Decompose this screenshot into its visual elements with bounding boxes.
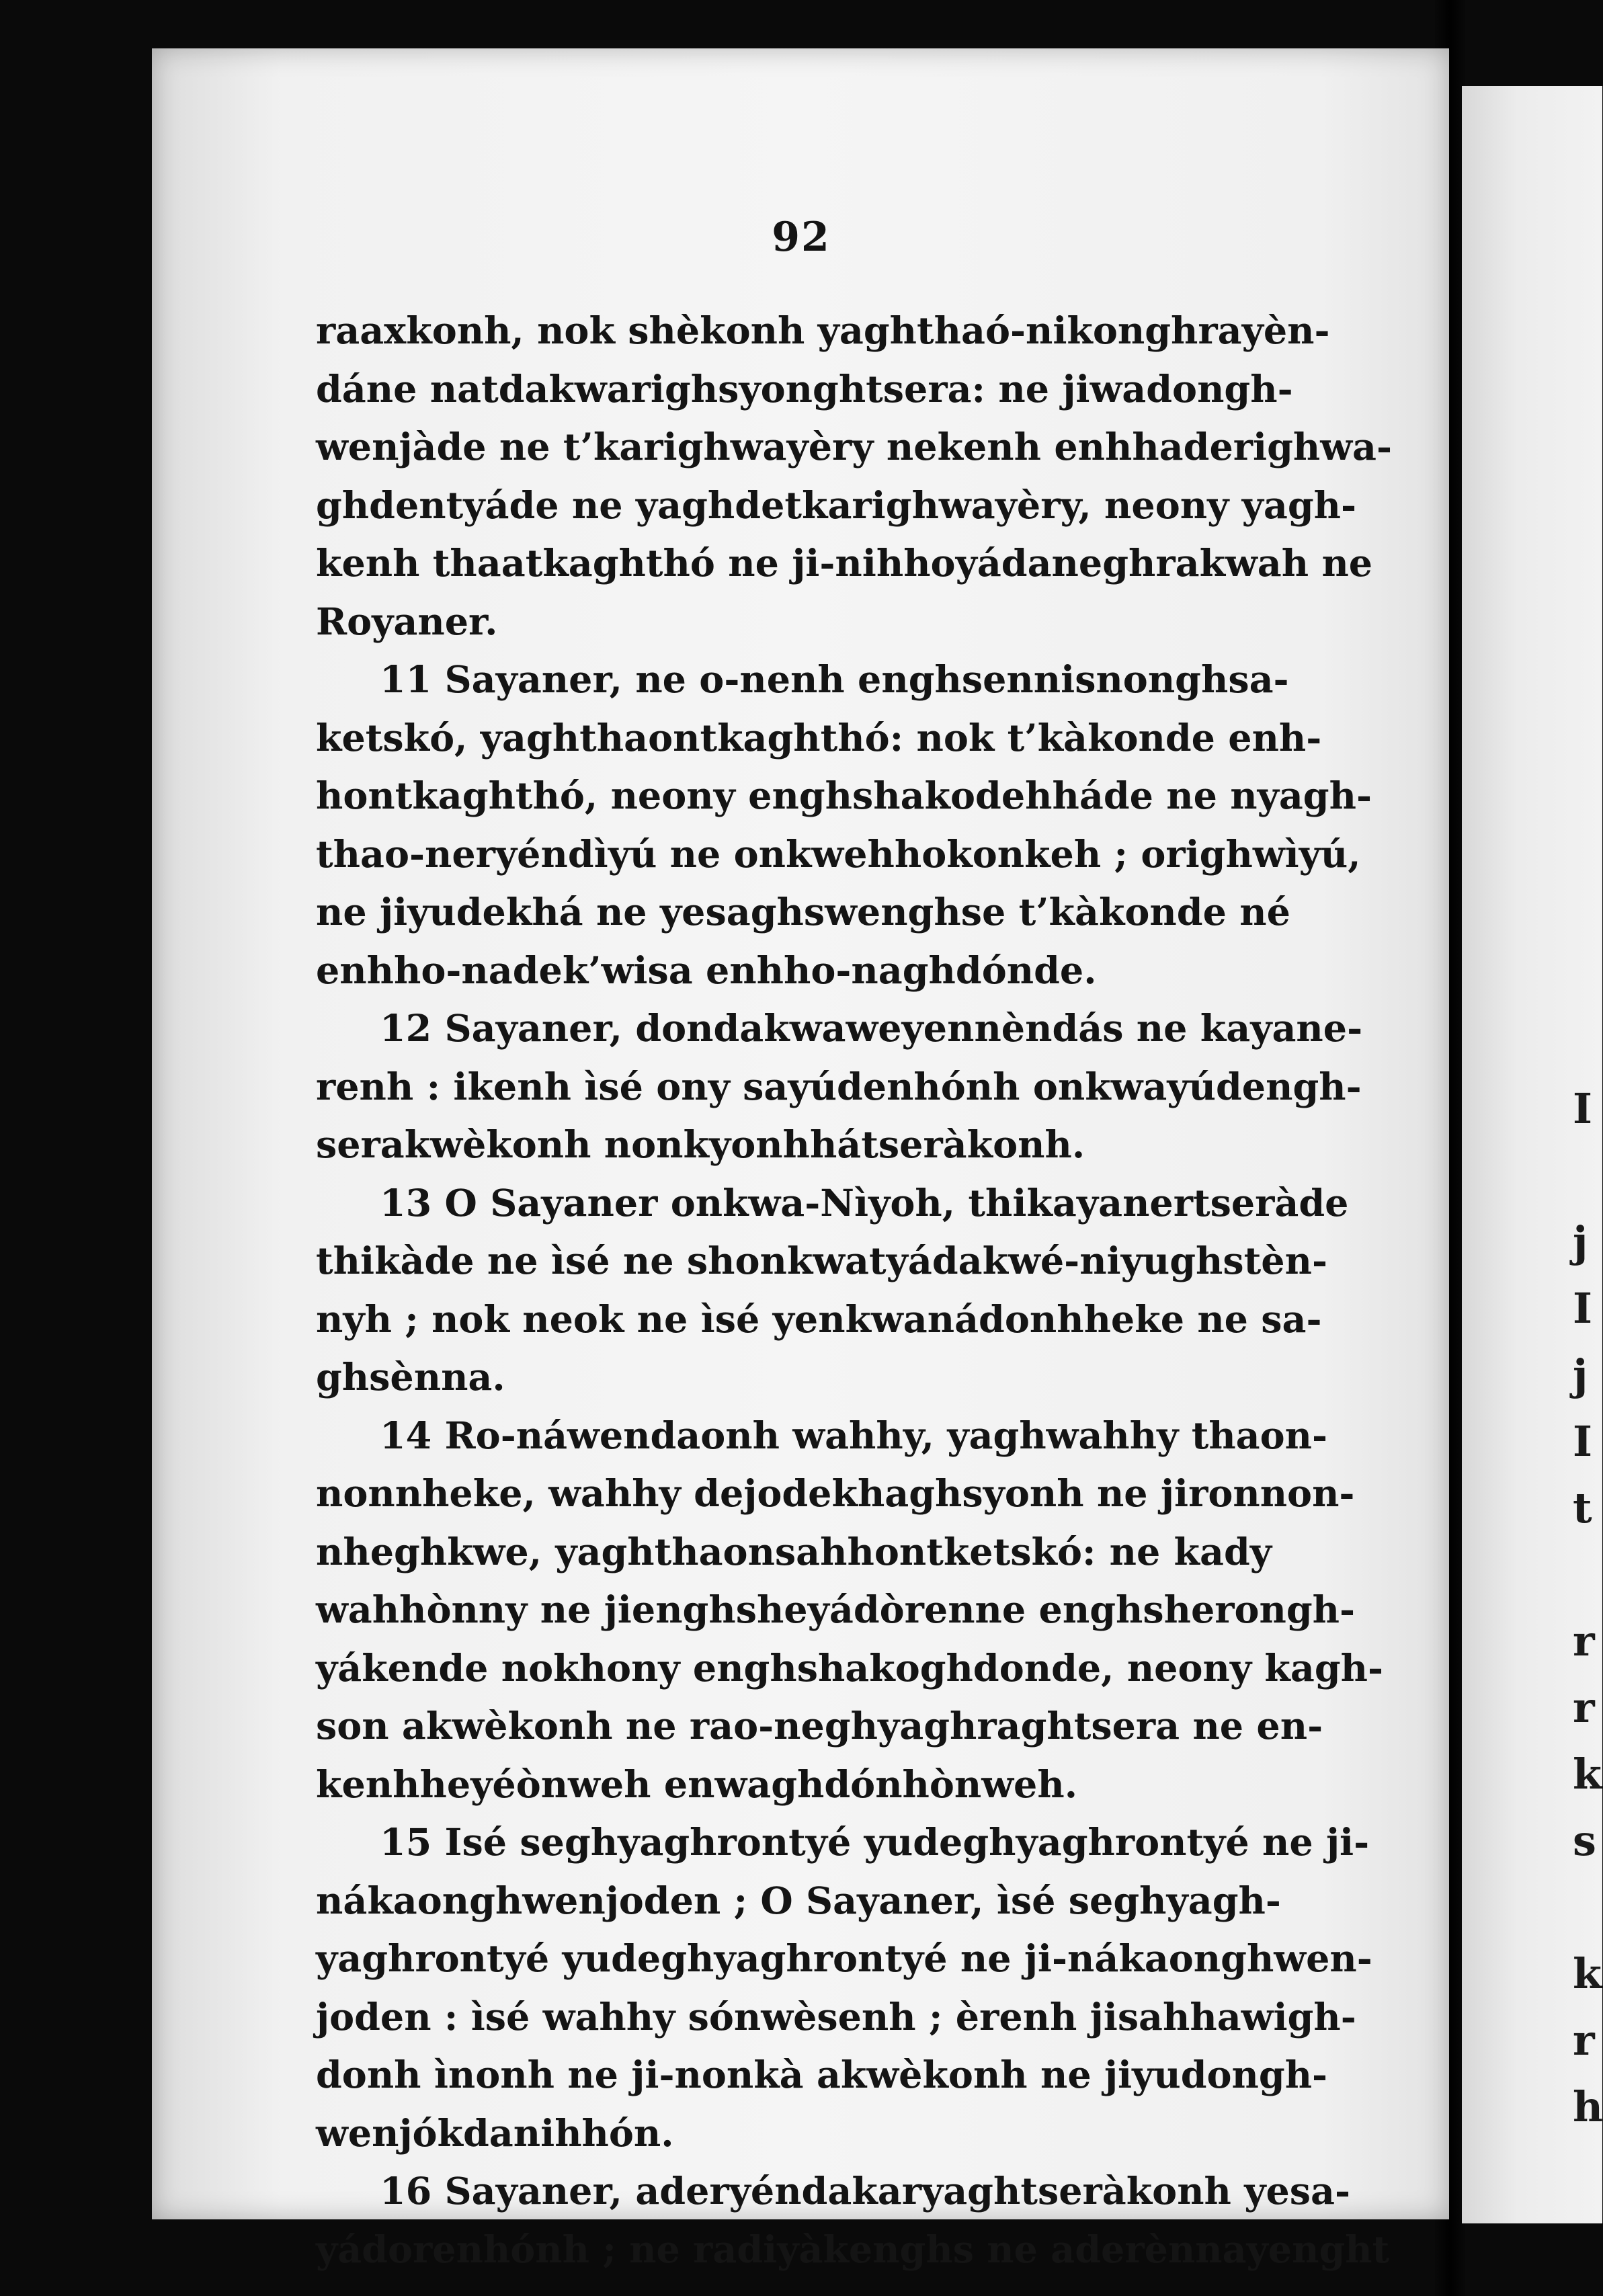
page-number: 92 — [772, 214, 831, 261]
text-line: wahhònny ne jienghsheyádòrenne enghsherongh- — [316, 1588, 1356, 1632]
text-line: hontkaghthó, neony enghshakodehháde ne nyagh- — [316, 774, 1372, 818]
text-line: nákaonghwenjoden ; O Sayaner, ìsé seghyagh- — [316, 1879, 1281, 1923]
text-line: yákende nokhony enghshakoghdonde, neony kagh- — [316, 1646, 1384, 1690]
text-line: 11 Sayaner, ne o-nenh enghsennisnonghsa- — [380, 658, 1289, 702]
text-line: kenh thaatkaghthó ne ji-nihhoyádaneghrakwah ne — [316, 542, 1373, 585]
text-line: donh ìnonh ne ji-nonkà akwèkonh ne jiyudongh- — [316, 2053, 1328, 2097]
text-line: dáne natdakwarighsyonghtsera: ne jiwadongh- — [316, 367, 1293, 411]
text-line: 12 Sayaner, dondakwaweyennèndás ne kayane- — [380, 1007, 1363, 1051]
text-line: yaghrontyé yudeghyaghrontyé ne ji-nákaonghwen- — [316, 1937, 1372, 1981]
text-line: nyh ; nok neok ne ìsé yenkwanádonhheke ne sa- — [316, 1297, 1322, 1342]
text-line: raaxkonh, nok shèkonh yaghthaó-nikonghrayèn- — [316, 309, 1330, 353]
text-line: son akwèkonh ne rao-neghyaghraghtsera ne en- — [316, 1705, 1323, 1748]
text-line: 14 Ro-náwendaonh wahhy, yaghwahhy thaon- — [380, 1413, 1328, 1458]
text-line: wenjàde ne t’karighwayèry nekenh enhhaderighwa- — [316, 425, 1393, 469]
text-line: thao-neryéndìyú ne onkwehhokonkeh ; orighwìyú, — [316, 832, 1361, 876]
text-line: 13 O Sayaner onkwa-Nìyoh, thikayanertseràde — [380, 1181, 1349, 1225]
text-line: renh : ikenh ìsé ony sayúdenhónh onkwayúdengh- — [316, 1065, 1362, 1109]
text-line: nheghkwe, yaghthaonsahhontketskó: ne kady — [316, 1530, 1272, 1574]
text-line: joden : ìsé wahhy sónwèsenh ; èrenh jisahhawigh- — [316, 1995, 1356, 2039]
text-line: serakwèkonh nonkyonhhátseràkonh. — [316, 1123, 1085, 1167]
text-line: ghdentyáde ne yaghdetkarighwayèry, neony yagh- — [316, 483, 1357, 528]
text-line: nonnheke, wahhy dejodekhaghsyonh ne jironnon- — [316, 1472, 1355, 1516]
facing-page-edge-letters: I j I j I t r r k s k r h — [1573, 1084, 1603, 2131]
text-line: thikàde ne ìsé ne shonkwatyádakwé-niyughstèn- — [316, 1239, 1327, 1283]
text-line: enhho-nadek’wisa enhho-naghdónde. — [316, 948, 1097, 993]
text-line: wenjókdanihhón. — [316, 2111, 674, 2156]
text-line: 16 Sayaner, aderyéndakaryaghtseràkonh yesa- — [380, 2170, 1351, 2213]
text-line: kenhheyéònweh enwaghdónhònweh. — [316, 1762, 1078, 1807]
text-line: 15 Isé seghyaghrontyé yudeghyaghrontyé ne ji- — [380, 1821, 1370, 1864]
text-line: Royaner. — [316, 600, 498, 644]
text-line: yádorenhónh ; ne radiyàkenghs ne aderènnayenght — [316, 2227, 1390, 2272]
text-line: ketskó, yaghthaontkaghthó: nok t’kàkonde enh- — [316, 716, 1322, 760]
page-text — [316, 302, 1393, 2279]
text-line: ne jiyudekhá ne yesaghswenghse t’kàkonde né — [316, 891, 1290, 934]
text-line: ghsènna. — [316, 1356, 505, 1399]
